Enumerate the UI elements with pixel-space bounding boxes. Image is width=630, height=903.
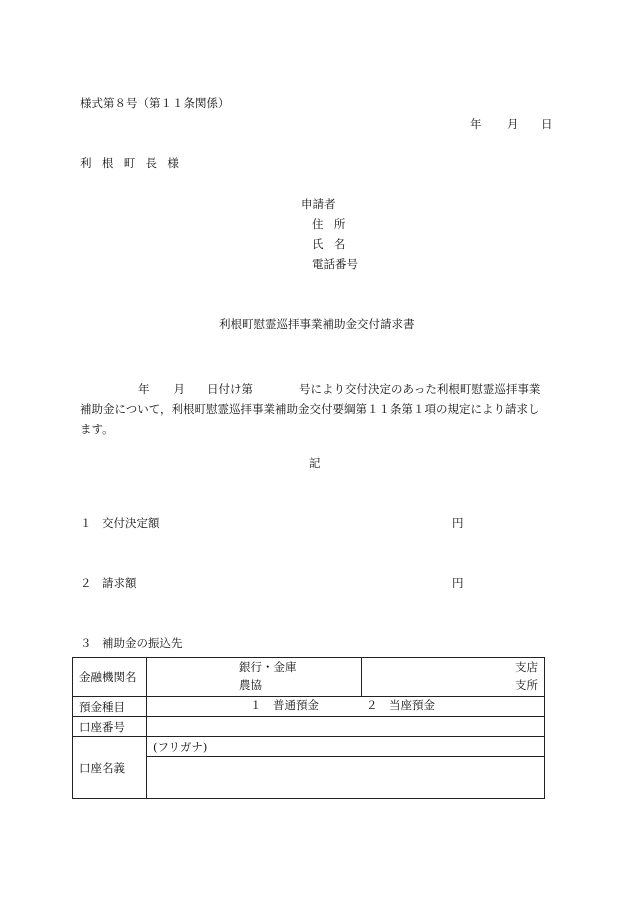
branch-type-1: 支店: [515, 660, 538, 674]
account-number-row: [73, 717, 545, 737]
applicant-label: 申請者: [301, 197, 336, 211]
item2-number: ２: [80, 576, 92, 590]
applicant-address-label: 住所: [312, 217, 356, 231]
bank-transfer-table: [72, 657, 545, 799]
item1-unit: 円: [452, 516, 464, 530]
account-name-label: 口座名義: [73, 737, 147, 799]
item1-number: １: [80, 516, 92, 530]
institution-name-field[interactable]: [147, 658, 362, 697]
body-line-2: 補助金について，利根町慰霊巡拝事業補助金交付要綱第１１条第１項の規定により請求し: [80, 402, 540, 416]
account-name-kana-row: [73, 737, 545, 757]
form-number: 様式第８号（第１１条関係）: [80, 96, 230, 110]
bank-type-2: 農協: [239, 678, 262, 692]
branch-type-2: 支所: [515, 678, 538, 692]
bank-type-1: 銀行・金庫: [239, 660, 297, 674]
institution-label: 金融機関名: [73, 658, 147, 697]
deposit-type-options[interactable]: [147, 697, 545, 717]
furigana-field[interactable]: [147, 737, 545, 757]
body-month: 月: [173, 382, 185, 396]
body-line-1: [80, 379, 556, 399]
applicant-phone-label: 電話番号: [312, 257, 358, 271]
account-number-field[interactable]: [147, 717, 545, 737]
date-day: 日: [541, 117, 553, 131]
item3-number: ３: [80, 636, 92, 650]
addressee: 利根町長様: [80, 156, 190, 170]
deposit-option-current[interactable]: ２ 当座預金: [366, 698, 435, 712]
date-month: 月: [507, 117, 519, 131]
request-body: [80, 379, 556, 439]
institution-row: [73, 658, 545, 697]
account-number-label: 口座番号: [73, 717, 147, 737]
date-year: 年: [470, 117, 482, 131]
item2-label: 請求額: [102, 576, 137, 590]
deposit-type-label: 預金種目: [73, 697, 147, 717]
body-line1-rest: 号により交付決定のあった利根町慰霊巡拝事業: [299, 382, 541, 396]
body-year: 年: [138, 382, 150, 396]
account-name-field[interactable]: [147, 757, 545, 799]
deposit-option-ordinary[interactable]: １ 普通預金: [250, 698, 319, 712]
item1-label: 交付決定額: [102, 516, 160, 530]
furigana-label: (フリガナ): [153, 739, 208, 754]
item2-unit: 円: [452, 576, 464, 590]
document-title: 利根町慰霊巡拝事業補助金交付請求書: [219, 317, 415, 331]
applicant-name-label: 氏名: [312, 237, 356, 251]
body-day-no: 日付け第: [207, 382, 253, 396]
deposit-type-row: [73, 697, 545, 717]
body-line-3: ます。: [80, 422, 114, 436]
item3-label: 補助金の振込先: [102, 636, 183, 650]
branch-name-field[interactable]: [362, 658, 545, 697]
ki-heading: 記: [309, 456, 321, 470]
